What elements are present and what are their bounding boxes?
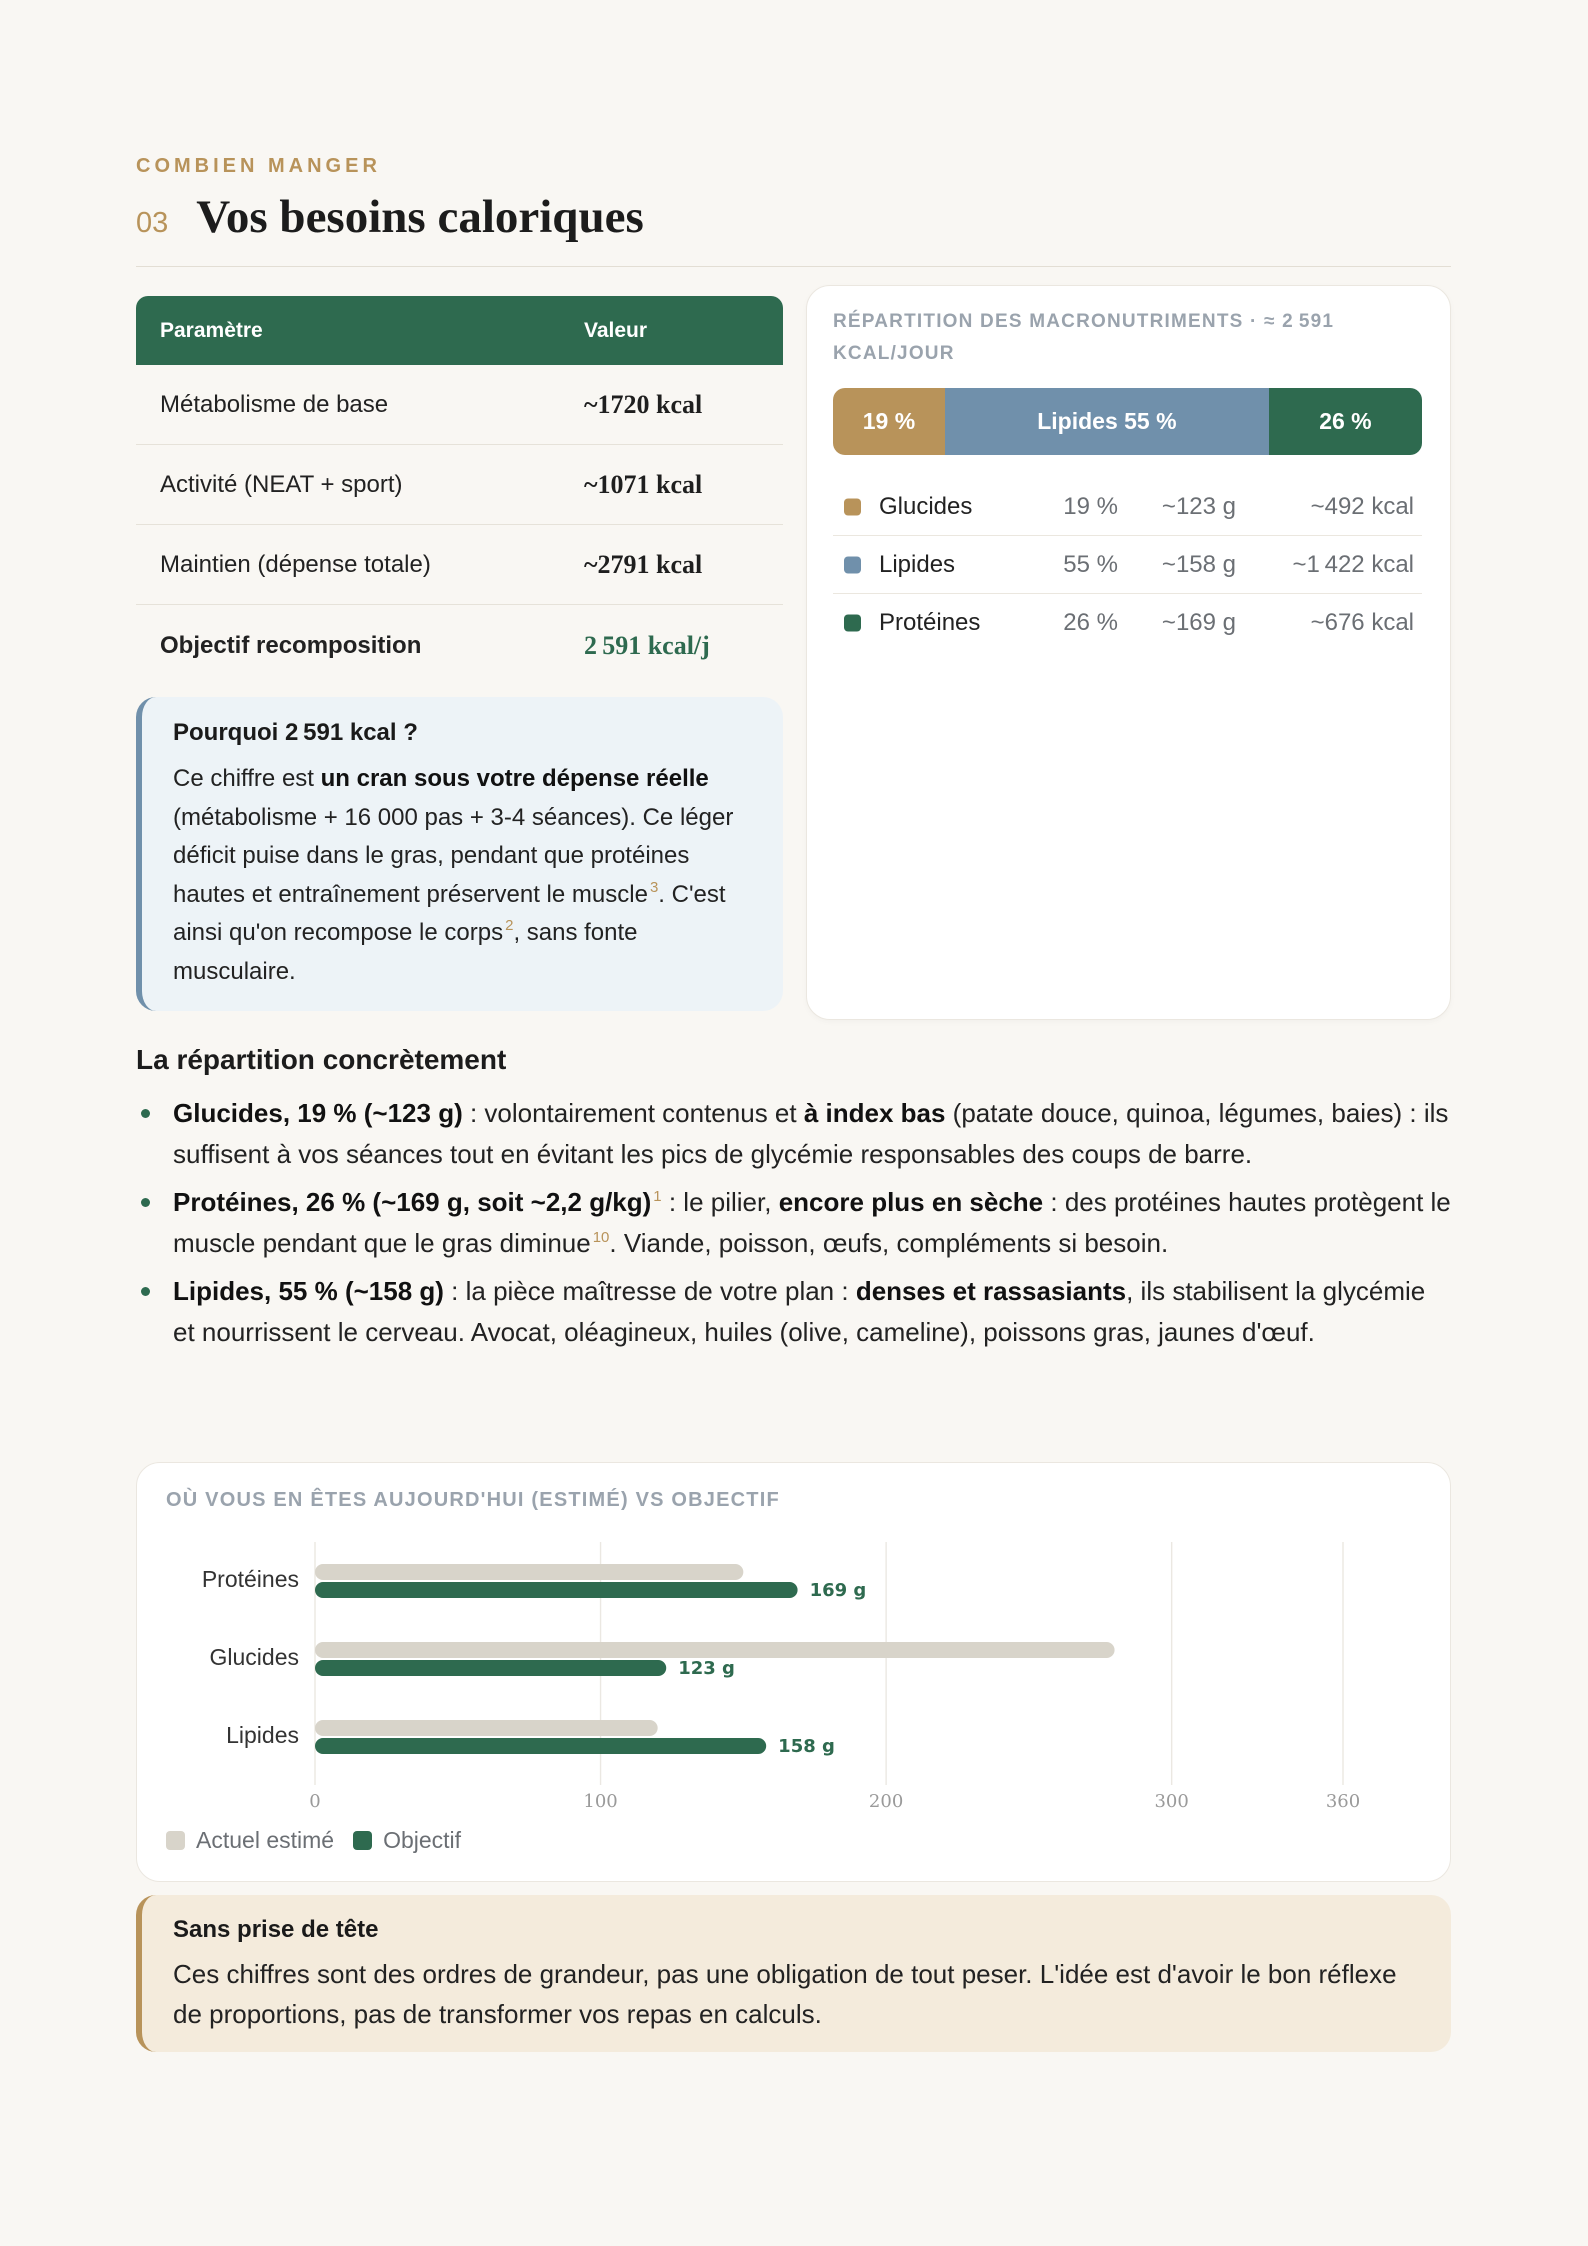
section-header — [136, 188, 644, 246]
emphasis-text: denses et rassasiants — [855, 1276, 1127, 1306]
bar-actual-2 — [315, 1720, 658, 1736]
macro-grams: ~158 g — [1161, 550, 1236, 578]
text-segment: (métabolisme + 16 000 pas + 3-4 séances). Ce léger déficit puise dans le gras, pendant que protéines hautes et entraînement préservent le muscle — [173, 803, 734, 908]
list-item-glucides — [136, 1093, 1451, 1175]
bar-actual-0 — [315, 1564, 743, 1580]
bar-goal-1 — [315, 1660, 666, 1676]
list-item-lipides — [136, 1271, 1451, 1353]
macro-grams: ~169 g — [1161, 609, 1236, 636]
text-segment: . C'est ainsi qu'on recompose le corps — [173, 880, 726, 946]
param-cell: Maintien (dépense totale) — [160, 550, 431, 578]
legend-swatch — [353, 1831, 372, 1850]
color-swatch — [844, 556, 861, 573]
list-item-proteines — [136, 1182, 1451, 1264]
legend-item-actual — [166, 1827, 334, 1854]
text-segment: : le pilier, — [661, 1187, 779, 1217]
macro-row-glucides — [833, 478, 1422, 536]
legend-item-goal — [353, 1827, 461, 1854]
bullet-icon — [141, 1198, 150, 1207]
chart-title: OÙ VOUS EN ÊTES AUJOURD'HUI (ESTIMÉ) VS OBJECTIF — [166, 1489, 780, 1511]
text-segment: , ils stabilisent la glycémie et nourrissent le cerveau. Avocat, oléagineux, huiles (olive, cameline), poissons gras, jaunes d'œuf. — [173, 1276, 1426, 1347]
emphasis-text: Lipides, 55 % (~158 g) — [173, 1276, 444, 1306]
text-segment: : des protéines hautes protègent le muscle pendant que le gras diminue — [173, 1187, 1451, 1258]
macro-card-title: RÉPARTITION DES MACRONUTRIMENTS · ≈ 2 591 KCAL/JOUR — [833, 311, 1335, 364]
macro-kcal: ~492 kcal — [1310, 492, 1414, 520]
tick-label: 0 — [309, 1791, 321, 1812]
tick-label: 200 — [868, 1791, 904, 1812]
emphasis-text: Protéines, 26 % (~169 g, soit ~2,2 g/kg) — [173, 1187, 652, 1217]
text-segment: : volontairement contenus et — [462, 1098, 804, 1128]
current-vs-goal-chart — [137, 1463, 1450, 1881]
footnote-ref[interactable]: 2 — [505, 917, 514, 934]
why-callout-title: Pourquoi 2 591 kcal ? — [173, 719, 418, 746]
macro-percent: 19 % — [1063, 492, 1118, 520]
macro-grams: ~123 g — [1161, 492, 1236, 520]
breakdown-list — [136, 1093, 1451, 1360]
text-segment: Ce chiffre est — [173, 765, 321, 792]
emphasis-text: à index bas — [803, 1098, 946, 1128]
value-cell: ~1720 kcal — [584, 389, 703, 419]
text-segment: (patate douce, quinoa, légumes, baies) : ils suffisent à vos séances tout en évitant les pics de glycémie responsables des coups de barre. — [173, 1098, 1449, 1169]
macro-kcal: ~676 kcal — [1310, 609, 1414, 636]
text-segment: , sans fonte musculaire. — [173, 919, 638, 985]
footnote-ref[interactable]: 1 — [653, 1188, 662, 1205]
calorie-table — [136, 296, 783, 687]
emphasis-text: Glucides, 19 % (~123 g) — [173, 1098, 463, 1128]
text-segment: : la pièce maîtresse de votre plan : — [443, 1276, 856, 1306]
header-divider — [136, 266, 1451, 267]
color-swatch — [844, 498, 861, 515]
callout-body: Ces chiffres sont des ordres de grandeur, pas une obligation de tout peser. L'idée est d'avoir le bon réflexe de proportions, pas de transformer vos repas en calculs. — [173, 1959, 1397, 2029]
page-title: Vos besoins caloriques — [196, 191, 644, 243]
category-label: Glucides — [209, 1644, 299, 1671]
goal-value-cell: 2 591 kcal/j — [584, 631, 710, 660]
current-vs-goal-chart-card — [136, 1462, 1451, 1882]
color-swatch — [844, 615, 861, 632]
bar-goal-0 — [315, 1582, 798, 1598]
bullet-icon — [141, 1109, 150, 1118]
bar-actual-1 — [315, 1642, 1115, 1658]
text-segment: . Viande, poisson, œufs, compléments si besoin. — [609, 1228, 1169, 1258]
footnote-ref[interactable]: 10 — [592, 1229, 610, 1246]
tick-label: 300 — [1154, 1791, 1189, 1812]
category-label: Protéines — [201, 1566, 299, 1593]
value-cell: ~2791 kcal — [584, 549, 703, 579]
macro-legend-list — [833, 478, 1422, 652]
stack-segment-proteines: 26 % — [1269, 388, 1422, 455]
param-cell: Métabolisme de base — [160, 390, 389, 418]
chart-legend — [166, 1827, 480, 1854]
macro-name: Glucides — [879, 492, 973, 520]
table-row — [136, 365, 783, 445]
macro-percent: 55 % — [1063, 550, 1118, 578]
macro-name: Protéines — [879, 609, 981, 636]
legend-label: Actuel estimé — [196, 1827, 335, 1853]
param-cell: Activité (NEAT + sport) — [160, 470, 403, 498]
column-header-value: Valeur — [584, 318, 648, 342]
param-cell: Objectif recomposition — [160, 632, 422, 659]
legend-label: Objectif — [383, 1827, 462, 1853]
no-stress-callout — [136, 1895, 1451, 2052]
macro-kcal: ~1 422 kcal — [1292, 550, 1414, 578]
section-number: 03 — [136, 207, 169, 239]
emphasis-text: un cran sous votre dépense réelle — [320, 765, 709, 792]
macro-distribution-card — [806, 285, 1451, 1020]
macro-percent: 26 % — [1063, 609, 1118, 636]
stack-segment-lipides: Lipides 55 % — [945, 388, 1269, 455]
tick-label: 360 — [1325, 1791, 1361, 1812]
macro-name: Lipides — [879, 550, 956, 578]
stack-segment-glucides: 19 % — [833, 388, 945, 455]
why-callout — [136, 697, 783, 1011]
macro-row-proteines — [833, 594, 1422, 652]
value-cell: ~1071 kcal — [584, 469, 703, 499]
table-header — [136, 296, 783, 365]
tick-label: 100 — [583, 1791, 618, 1812]
value-label: 169 g — [809, 1580, 867, 1601]
value-label: 158 g — [778, 1736, 835, 1757]
breakdown-heading: La répartition concrètement — [136, 1044, 507, 1075]
value-label: 123 g — [678, 1658, 735, 1679]
column-header-parameter: Paramètre — [160, 318, 263, 342]
why-callout-body — [173, 760, 753, 991]
table-row-goal — [136, 605, 783, 687]
table-row — [136, 445, 783, 525]
macro-stacked-bar — [833, 388, 1422, 455]
bullet-icon — [141, 1287, 150, 1296]
section-eyebrow: COMBIEN MANGER — [136, 155, 381, 177]
footnote-ref[interactable]: 3 — [649, 878, 659, 896]
category-label: Lipides — [226, 1722, 299, 1749]
emphasis-text: encore plus en sèche — [778, 1187, 1044, 1217]
table-row — [136, 525, 783, 605]
macro-row-lipides — [833, 536, 1422, 594]
legend-swatch — [166, 1831, 185, 1850]
bar-goal-2 — [315, 1738, 766, 1754]
callout-title: Sans prise de tête — [173, 1916, 379, 1943]
